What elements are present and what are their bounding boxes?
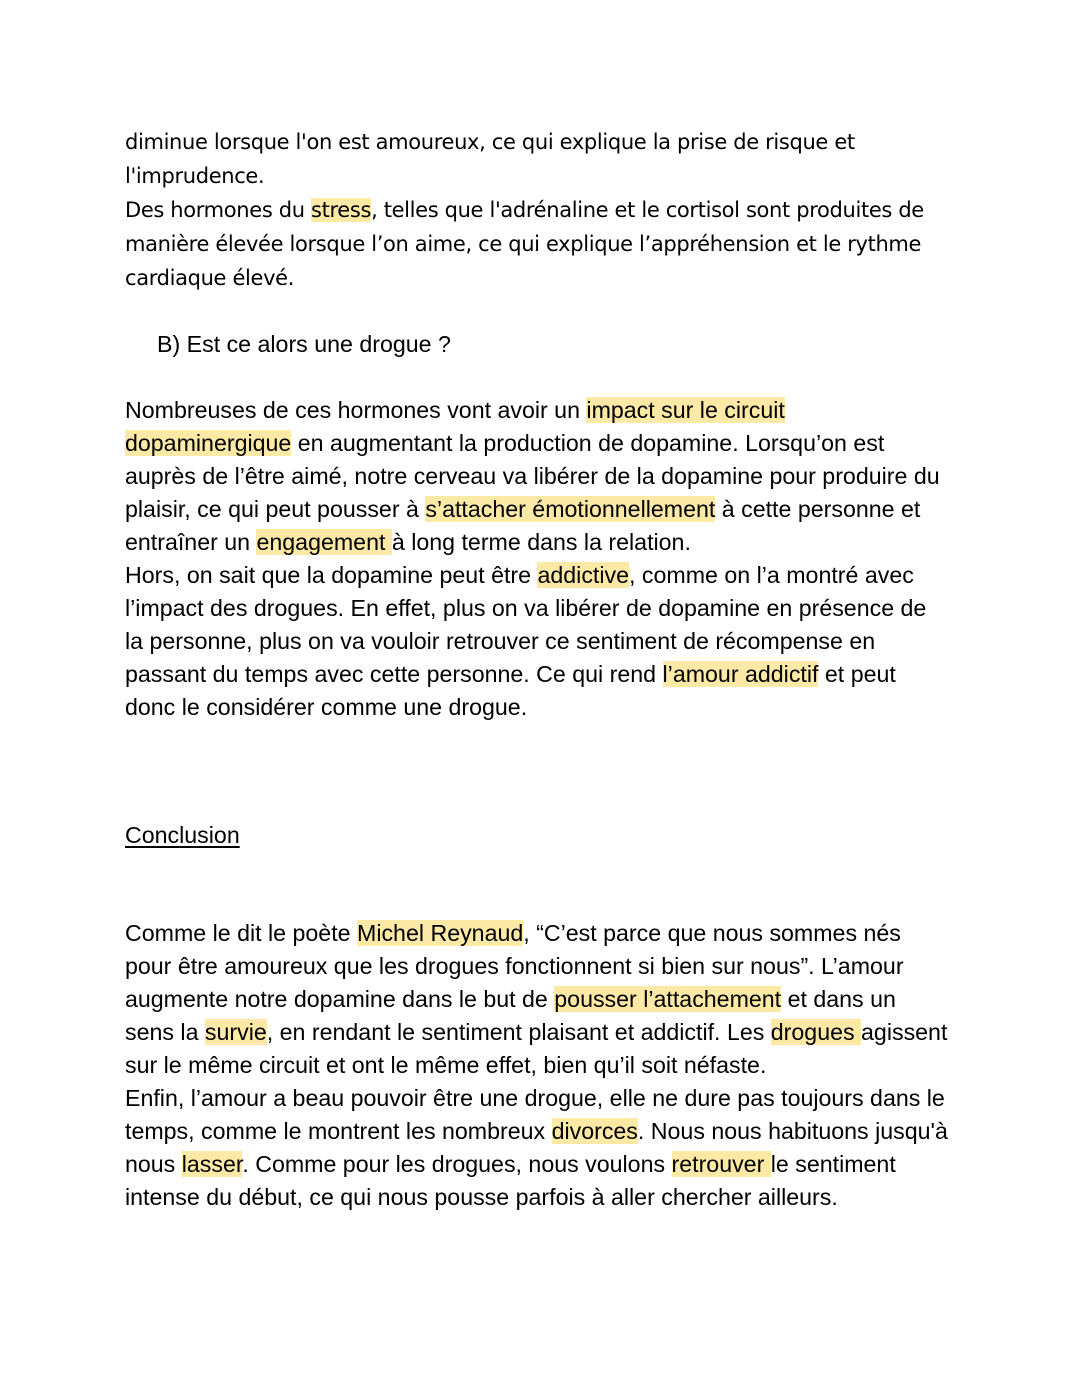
- highlighted-term: s’attacher émotionnellement: [425, 496, 716, 522]
- text-run: . Nous nous habituons jusqu'à: [637, 1118, 948, 1144]
- text-run: Hors, on sait que la dopamine peut être: [125, 562, 538, 588]
- text-run: entraîner un: [125, 529, 257, 555]
- text-run: temps, comme le montrent les nombreux: [125, 1118, 552, 1144]
- text-line: [125, 227, 1015, 261]
- text-line: [125, 493, 1015, 526]
- text-line: [125, 592, 1015, 625]
- text-run: la personne, plus on va vouloir retrouver ce sentiment de récompense en: [125, 628, 876, 654]
- text-line: [125, 1181, 1015, 1214]
- conclusion-heading: Conclusion: [125, 822, 240, 848]
- text-run: et dans un: [781, 986, 896, 1012]
- text-run: intense du début, ce qui nous pousse parfois à aller chercher ailleurs.: [125, 1184, 838, 1210]
- text-run: sens la: [125, 1019, 205, 1045]
- text-run: auprès de l’être aimé, notre cerveau va libérer de la dopamine pour produire du: [125, 463, 940, 489]
- highlighted-term: l’amour addictif: [662, 661, 819, 687]
- text-line: [125, 917, 1015, 950]
- text-line: [125, 526, 1015, 559]
- text-run: sur le même circuit et ont le même effet, bien qu’il soit néfaste.: [125, 1052, 767, 1078]
- text-run: plaisir, ce qui peut pousser à: [125, 496, 426, 522]
- text-line: [125, 394, 1015, 427]
- highlighted-term: pousser l’attachement: [554, 986, 782, 1012]
- text-line: [125, 1148, 1015, 1181]
- highlighted-term: impact sur le circuit: [586, 397, 785, 423]
- text-line: [125, 460, 1015, 493]
- text-run: donc le considérer comme une drogue.: [125, 694, 528, 720]
- highlighted-term: engagement: [256, 529, 392, 555]
- text-run: , telles que l'adrénaline et le cortisol sont produites de: [371, 198, 924, 222]
- text-run: l’impact des drogues. En effet, plus on va libérer de dopamine en présence de: [125, 595, 927, 621]
- text-run: pour être amoureux que les drogues fonctionnent si bien sur nous”. L’amour: [125, 953, 904, 979]
- text-run: nous: [125, 1151, 182, 1177]
- highlighted-term: lasser: [181, 1151, 243, 1177]
- text-line: [125, 193, 1015, 227]
- text-line: [125, 658, 1015, 691]
- text-run: , en rendant le sentiment plaisant et addictif. Les: [266, 1019, 771, 1045]
- highlighted-term: addictive: [537, 562, 630, 588]
- conclusion-paragraph: [125, 917, 1015, 1214]
- text-run: le sentiment: [770, 1151, 896, 1177]
- text-run: Comme le dit le poète: [125, 920, 357, 946]
- highlighted-term: stress: [311, 198, 372, 222]
- text-line: [125, 1016, 1015, 1049]
- text-run: à cette personne et: [715, 496, 921, 522]
- text-line: [125, 691, 1015, 724]
- text-line: [125, 427, 1015, 460]
- text-line: [125, 1049, 1015, 1082]
- intro-paragraph: [125, 125, 1015, 295]
- text-run: Nombreuses de ces hormones vont avoir un: [125, 397, 587, 423]
- text-line: [125, 950, 1015, 983]
- text-run: agissent: [861, 1019, 948, 1045]
- text-run: l'imprudence.: [125, 164, 265, 188]
- highlighted-term: divorces: [551, 1118, 638, 1144]
- text-run: à long terme dans la relation.: [391, 529, 691, 555]
- highlighted-term: dopaminergique: [125, 430, 292, 456]
- text-run: passant du temps avec cette personne. Ce qui rend: [125, 661, 663, 687]
- text-run: et peut: [818, 661, 896, 687]
- highlighted-term: survie: [204, 1019, 267, 1045]
- text-run: . Comme pour les drogues, nous voulons: [242, 1151, 672, 1177]
- highlighted-term: retrouver: [671, 1151, 771, 1177]
- text-run: en augmentant la production de dopamine. Lorsqu’on est: [291, 430, 885, 456]
- text-line: [125, 1115, 1015, 1148]
- text-run: , “C’est parce que nous sommes nés: [523, 920, 901, 946]
- text-run: augmente notre dopamine dans le but de: [125, 986, 555, 1012]
- text-line: [125, 983, 1015, 1016]
- text-line: [125, 625, 1015, 658]
- section-b-heading: B) Est ce alors une drogue ?: [157, 331, 451, 357]
- text-line: [125, 159, 1015, 193]
- text-line: [125, 1082, 1015, 1115]
- text-line: [125, 125, 1015, 159]
- text-line: [125, 559, 1015, 592]
- text-run: Enfin, l’amour a beau pouvoir être une drogue, elle ne dure pas toujours dans le: [125, 1085, 945, 1111]
- highlighted-term: drogues: [770, 1019, 862, 1045]
- text-run: Des hormones du: [125, 198, 311, 222]
- text-line: [125, 261, 1015, 295]
- section-b-paragraph: [125, 394, 1015, 724]
- text-run: cardiaque élevé.: [125, 266, 295, 290]
- text-run: , comme on l’a montré avec: [629, 562, 914, 588]
- text-run: manière élevée lorsque l’on aime, ce qui explique l’appréhension et le rythme: [125, 232, 922, 256]
- highlighted-term: Michel Reynaud: [357, 920, 524, 946]
- text-run: diminue lorsque l'on est amoureux, ce qui explique la prise de risque et: [125, 130, 855, 154]
